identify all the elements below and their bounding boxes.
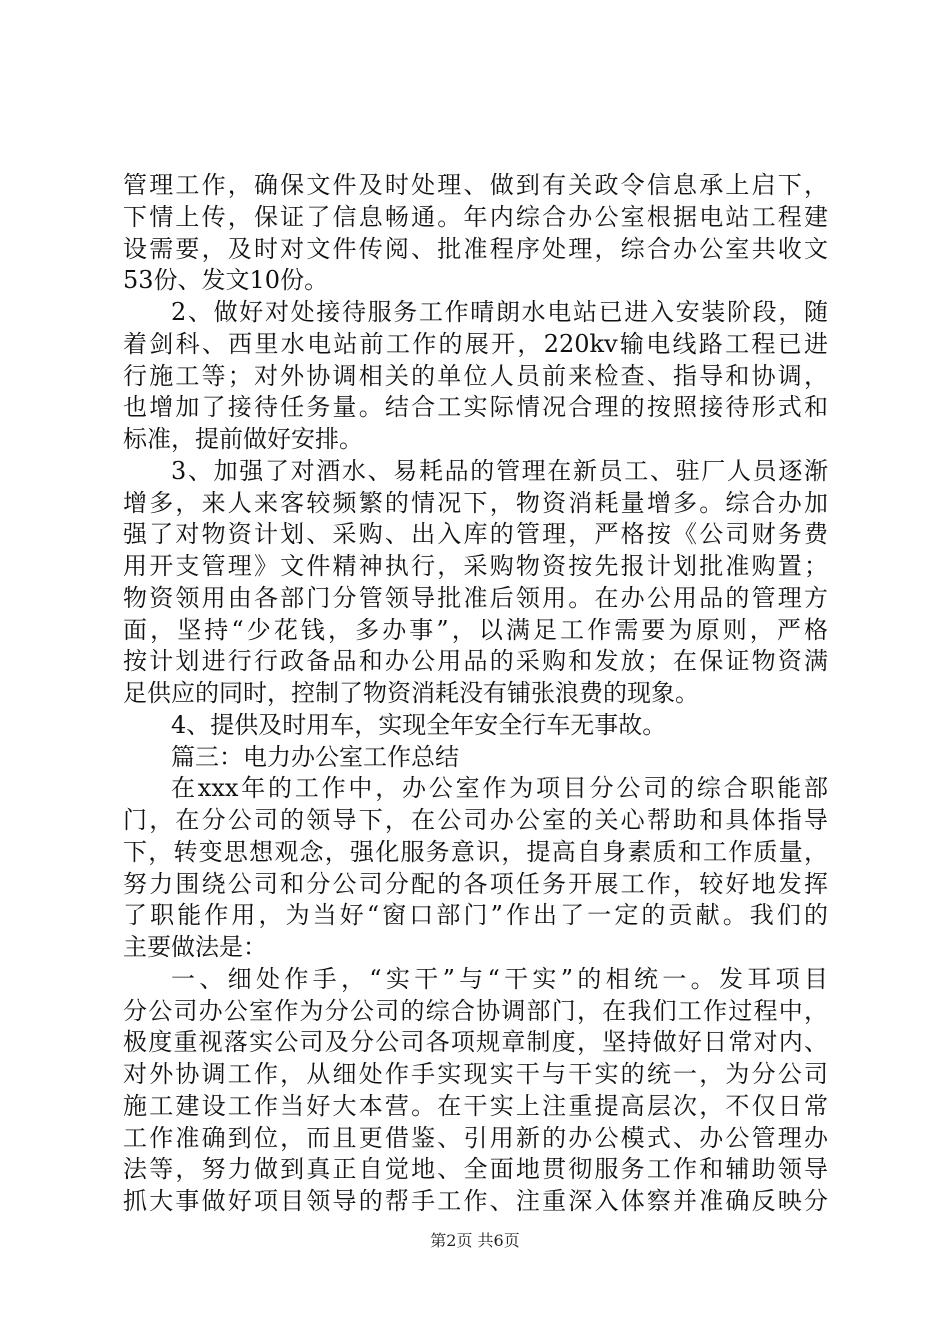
text-line: 在xxx年的工作中，办公室作为项目分公司的综合职能部 [171, 774, 828, 803]
text-line: 4、提供及时用车，实现全年安全行车无事故。 [171, 710, 667, 739]
text-line: 面，坚持“少花钱，多办事”，以满足工作需要为原则，严格 [123, 615, 828, 644]
text-line: 施工建设工作当好大本营。在干实上注重提高层次，不仅日常 [123, 1091, 828, 1120]
text-line: 工作准确到位，而且更借鉴、引用新的办公模式、办公管理办 [123, 1123, 828, 1152]
text-line: 门，在分公司的领导下，在公司办公室的关心帮助和具体指导 [123, 806, 828, 834]
text-line: 对外协调工作，从细处作手实现实干与干实的统一，为分公司 [123, 1060, 828, 1088]
text-line: 按计划进行行政备品和办公用品的采购和发放；在保证物资满 [123, 647, 828, 676]
text-line: 下情上传，保证了信息畅通。年内综合办公室根据电站工程建 [123, 202, 828, 231]
text-line: 也增加了接待任务量。结合工实际情况合理的按照接待形式和 [123, 393, 828, 422]
text-line: 努力围绕公司和分公司分配的各项任务开展工作，较好地发挥 [123, 869, 828, 898]
text-line: 53份、发文10份。 [123, 266, 329, 295]
text-line: 增多，来人来客较频繁的情况下，物资消耗量增多。综合办加 [123, 488, 828, 517]
text-line: 物资领用由各部门分管领导批准后领用。在办公用品的管理方 [123, 583, 828, 612]
text-line: 抓大事做好项目领导的帮手工作、注重深入体察并准确反映分 [123, 1187, 828, 1215]
text-line: 极度重视落实公司及分公司各项规章制度，坚持做好日常对内、 [123, 1028, 828, 1057]
text-line: 行施工等；对外协调相关的单位人员前来检查、指导和协调， [123, 361, 828, 390]
text-line: 分公司办公室作为分公司的综合协调部门，在我们工作过程中， [123, 996, 828, 1025]
text-line: 2、做好对处接待服务工作晴朗水电站已进入安装阶段，随 [171, 298, 828, 326]
text-line: 了职能作用，为当好“窗口部门”作出了一定的贡献。我们的 [123, 901, 828, 930]
text-line: 用开支管理》文件精神执行，采购物资按先报计划批准购置； [123, 552, 828, 580]
text-line: 着剑科、西里水电站前工作的展开，220kv输电线路工程已进 [123, 329, 828, 358]
text-line: 设需要，及时对文件传阅、批准程序处理，综合办公室共收文 [123, 234, 828, 263]
text-line: 管理工作，确保文件及时处理、做到有关政令信息承上启下， [123, 171, 828, 199]
document-body [123, 170, 828, 1218]
text-line: 强了对物资计划、采购、出入库的管理，严格按《公司财务费 [123, 520, 828, 549]
text-line: 下，转变思想观念，强化服务意识，提高自身素质和工作质量， [123, 837, 828, 866]
text-line: 3、加强了对酒水、易耗品的管理在新员工、驻厂人员逐渐 [171, 456, 828, 485]
text-line: 篇三：电力办公室工作总结 [171, 742, 459, 771]
text-line: 一、细处作手，“实干”与“干实”的相统一。发耳项目 [171, 964, 828, 993]
text-line: 主要做法是： [123, 933, 267, 961]
page-footer: 第2页 共6页 [430, 1231, 520, 1250]
text-line: 法等，努力做到真正自觉地、全面地贯彻服务工作和辅助领导 [123, 1155, 828, 1184]
text-line: 标准，提前做好安排。 [123, 425, 363, 453]
text-line: 足供应的同时，控制了物资消耗没有铺张浪费的现象。 [123, 679, 699, 707]
